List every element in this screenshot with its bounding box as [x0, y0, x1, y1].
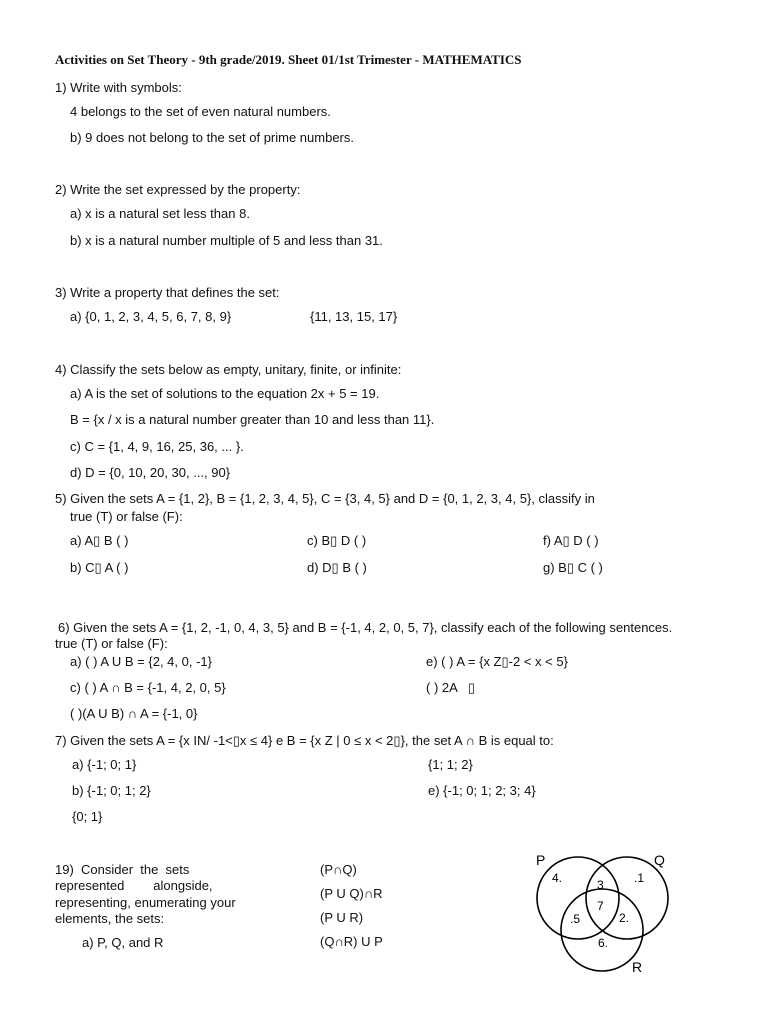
venn-diagram — [526, 850, 686, 978]
venn-element-4: 4. — [552, 871, 563, 885]
question-6-item-g: ( )(A U B) ∩ A = {-1, 0} — [70, 706, 198, 721]
question-5-item-d: d) D▯ B ( ) — [307, 560, 367, 575]
venn-label-q: Q — [654, 852, 665, 868]
question-6-prompt-cont: true (T) or false (F): — [55, 636, 168, 651]
venn-element-1: .1 — [634, 871, 645, 885]
question-5-item-b: b) C▯ A ( ) — [70, 560, 129, 575]
question-3-item-b: {11, 13, 15, 17} — [310, 309, 398, 324]
venn-circle-p — [537, 857, 619, 939]
venn-element-5: .5 — [570, 912, 581, 926]
question-1-prompt: 1) Write with symbols: — [55, 80, 182, 95]
question-3-prompt: 3) Write a property that defines the set: — [55, 285, 280, 300]
question-7-prompt: 7) Given the sets A = {x IN/ -1<▯x ≤ 4} e B = {x Z | 0 ≤ x < 2▯}, the set A ∩ B is equal to: — [55, 733, 554, 748]
question-2-prompt: 2) Write the set expressed by the property: — [55, 182, 301, 197]
question-2-item-a: a) x is a natural set less than 8. — [70, 206, 250, 221]
question-5-item-f: f) A▯ D ( ) — [543, 533, 599, 548]
question-19-item-b: (P∩Q) — [320, 862, 357, 877]
question-1-item-b: b) 9 does not belong to the set of prime numbers. — [70, 130, 355, 145]
question-6-item-c: c) ( ) A ∩ B = {-1, 4, 2, 0, 5} — [70, 680, 226, 695]
question-19-item-c: (P U Q)∩R — [320, 886, 383, 901]
question-19-prompt-3: representing, enumerating your — [55, 895, 236, 910]
question-6-item-e: e) ( ) A = {x Z▯-2 < x < 5} — [426, 654, 568, 669]
question-7-item-d: {1; 1; 2} — [428, 757, 473, 772]
question-4-item-c: c) C = {1, 4, 9, 16, 25, 36, ... }. — [70, 439, 244, 454]
question-19-item-d: (P U R) — [320, 910, 364, 925]
question-7-item-e: e) {-1; 0; 1; 2; 3; 4} — [428, 783, 536, 798]
question-19-item-e: (Q∩R) U P — [320, 934, 383, 949]
question-2-item-b: b) x is a natural number multiple of 5 and less than 31. — [70, 233, 383, 248]
venn-element-2: 2. — [619, 911, 630, 925]
worksheet-title: Activities on Set Theory - 9th grade/2019. Sheet 01/1st Trimester - MATHEMATICS — [55, 52, 522, 67]
question-19-prompt-2: represented alongside, — [55, 878, 213, 893]
venn-label-r: R — [632, 959, 643, 975]
question-7-item-a: a) {-1; 0; 1} — [72, 757, 137, 772]
question-4-item-a: a) A is the set of solutions to the equation 2x + 5 = 19. — [70, 386, 380, 401]
venn-element-6: 6. — [598, 936, 609, 950]
question-19-prompt-1: 19) Consider the sets — [55, 862, 190, 877]
question-6-prompt: 6) Given the sets A = {1, 2, -1, 0, 4, 3, 5} and B = {-1, 4, 2, 0, 5, 7}, classify each of the following sentences. — [58, 620, 673, 635]
venn-element-7: 7 — [597, 899, 604, 913]
question-1-item-a: 4 belongs to the set of even natural numbers. — [70, 104, 331, 119]
question-4-prompt: 4) Classify the sets below as empty, unitary, finite, or infinite: — [55, 362, 402, 377]
question-6-item-a: a) ( ) A U B = {2, 4, 0, -1} — [70, 654, 212, 669]
question-19-item-a: a) P, Q, and R — [82, 935, 164, 950]
question-5-item-a: a) A▯ B ( ) — [70, 533, 129, 548]
venn-label-p: P — [536, 852, 546, 868]
question-6-item-f: ( ) 2A ▯ — [426, 680, 476, 695]
question-7-item-b: b) {-1; 0; 1; 2} — [72, 783, 151, 798]
venn-element-3: 3 — [597, 878, 604, 892]
question-4-item-d: d) D = {0, 10, 20, 30, ..., 90} — [70, 465, 231, 480]
question-19-prompt-4: elements, the sets: — [55, 911, 165, 926]
question-3-item-a: a) {0, 1, 2, 3, 4, 5, 6, 7, 8, 9} — [70, 309, 232, 324]
question-5-prompt: 5) Given the sets A = {1, 2}, B = {1, 2, 3, 4, 5}, C = {3, 4, 5} and D = {0, 1, 2, 3, 4, 5}, classify in — [55, 491, 595, 506]
question-5-prompt-cont: true (T) or false (F): — [70, 509, 183, 524]
question-5-item-c: c) B▯ D ( ) — [307, 533, 367, 548]
question-7-item-c: {0; 1} — [72, 809, 103, 824]
question-4-item-b: B = {x / x is a natural number greater than 10 and less than 11}. — [70, 412, 435, 427]
question-5-item-g: g) B▯ C ( ) — [543, 560, 603, 575]
